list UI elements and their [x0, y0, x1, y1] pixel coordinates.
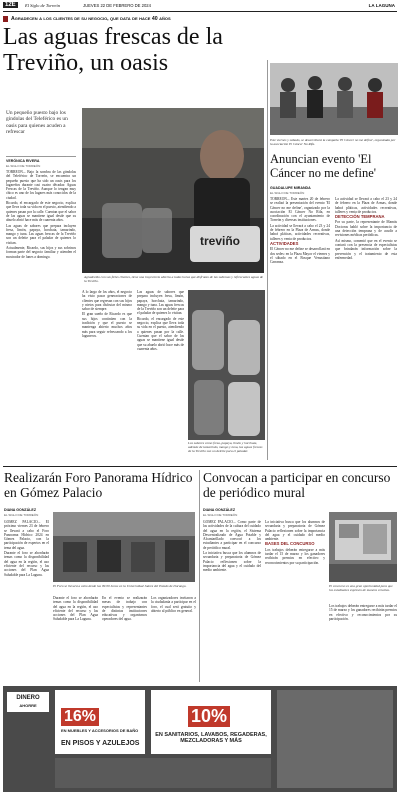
- banner: [3, 14, 397, 23]
- article2-column-2: [335, 197, 397, 459]
- article1-paragraph: Ricardo, el encargado de este negocio, explica que lleva toda su vida en el puesto, atendiendo a quienes pasan por la calle. Cuentan que el sabor de las aguas se mantiene igual desde que su abuelo abrió hace más de cuarenta años.: [137, 316, 184, 351]
- paper-name: El Siglo de Torreón: [25, 3, 61, 8]
- section-name: LA LAGUNA: [368, 3, 395, 8]
- event-photo: [270, 63, 398, 135]
- vendor-photo: [82, 108, 264, 273]
- forum-photo: [53, 512, 195, 582]
- article4-headline: Convocan a participar en concurso de periódico mural: [203, 470, 391, 500]
- article4-paragraph: La iniciativa busca que los alumnos de secundaria y preparatoria de Gómez Palacio reflexionen sobre la importancia del agua y el cuidado del medio ambiente.: [203, 551, 261, 573]
- ad-floor-image: [55, 758, 271, 788]
- event-photo-caption: Este viernes y sábado, se desarrollará la campaña 'El Cáncer no me define', organizada por la asociación El Cáncer No Rifa.: [270, 138, 396, 146]
- article3-paragraph: Los organizadores invitaron a la ciudadanía a participar en el foro, el cual será gratuito y abierto al público en general.: [151, 596, 196, 613]
- article1-paragraph: Actualmente, Ricardo, sus hijos y sus sobrinos forman parte del negocio familiar y atienden el mostrador de lunes a domingo.: [6, 246, 76, 259]
- article3-paragraph: GÓMEZ PALACIO.– El próximo viernes 23 de febrero se llevará a cabo el Foro Panorama Hídrico 2024 en Gómez Palacio, con la participación de expertos en el tema del agua.: [4, 520, 49, 550]
- ad-line-1a: EN MUEBLES Y ACCESORIOS DE BAÑO: [61, 728, 139, 733]
- article1-column-3: [137, 290, 184, 455]
- advertisement: [3, 686, 397, 792]
- ad-line-2: EN SANITARIOS, LAVABOS, REGADERAS, MEZCLADORAS Y MÁS: [155, 732, 267, 744]
- mural-photo-caption: El concurso es una gran oportunidad para que los estudiantes expresen de manera creativa.: [329, 584, 393, 592]
- article3-column-4: [151, 596, 196, 680]
- article1-column-1: [6, 170, 76, 455]
- article2-paragraph: La actividad se llevará a cabo el 23 y 24 de febrero en la Plaza de Armas, donde habrá pláticas, actividades recreativas, talleres y venta de productos.: [335, 197, 397, 214]
- mural-photo: [329, 512, 397, 582]
- article1-paragraph: Ricardo, el encargado de este negocio, explica que lleva toda su vida en el puesto, atendiendo a quienes pasan por la calle. Cuentan que el sabor de las aguas se mantiene igual desde que su abuelo abrió hace más de cuarenta años.: [6, 201, 76, 223]
- article1-author: VERÓNICA RIVERA: [6, 159, 40, 163]
- article4-author: DIANA GONZÁLEZ: [203, 508, 236, 512]
- article1-headline: Las aguas frescas de la Treviño, un oasis: [3, 24, 223, 76]
- ad-percent-2: 10%: [188, 706, 230, 727]
- article1-paragraph: A lo largo de los años, el negocio ha visto pasar generaciones de clientes que regresan con sus hijos y nietos para disfrutar del mismo sabor de siempre.: [82, 290, 132, 312]
- column-separator: [267, 60, 268, 460]
- article2-subhead: DETECCIÓN TEMPRANA: [335, 214, 385, 220]
- page-number: 12E: [5, 2, 16, 8]
- section-rule: [3, 466, 397, 467]
- article4-paragraph: Los trabajos deberán entregarse a más tardar el 15 de marzo y los ganadores recibirán premios en efectivo y reconocimientos por su participación.: [329, 604, 397, 621]
- article2-paragraph: La actividad se llevará a cabo el 23 y 24 de febrero en la Plaza de Armas, donde habrá pláticas, actividades recreativas, talleres y venta de productos.: [270, 223, 330, 241]
- jars-photo: [188, 290, 265, 440]
- ad-logo: [7, 692, 49, 712]
- article1-column-2: [82, 290, 132, 455]
- deck-rule: [6, 156, 76, 157]
- article3-headline: Realizarán Foro Panorama Hídrico en Gómez Palacio: [4, 470, 193, 500]
- article3-paragraph: En el evento se realizarán mesas de trabajo con especialistas y representantes de distintas instituciones educativas y organismos operadores del agua.: [102, 596, 147, 622]
- article4-paragraph: Los trabajos deberán entregarse a más tardar el 15 de marzo y los ganadores recibirán premios en efectivo y reconocimientos por su participación.: [265, 547, 325, 565]
- article2-paragraph: Por su parte, la representante de Mamás Doctoras habló sobre la importancia de una detección temprana y de acudir a revisiones médicas periódicas.: [335, 220, 397, 238]
- banner-marker: [3, 16, 8, 22]
- article2-author-affiliation: EL SIGLO DE TORREÓN: [270, 191, 305, 195]
- article2-subhead: ACTIVIDADES: [270, 240, 299, 246]
- article2-headline: Anuncian evento 'El Cáncer no me define': [270, 152, 377, 180]
- jars-photo-illustration: [188, 290, 265, 440]
- article4-column-1: [203, 520, 261, 680]
- article4-subhead: BASES DEL CONCURSO: [265, 541, 315, 547]
- article1-paragraph: Las aguas de sabores que prepara incluyen fresa, limón, papaya, horchata, tamarindo, mango y tuna. Las aguas frescas de la Treviño son un deleite para el paladar de quienes lo visitan.: [6, 223, 76, 245]
- article4-author-affiliation: EL SIGLO DE TORREÓN: [203, 513, 238, 517]
- article3-column-2: [53, 596, 98, 680]
- article4-paragraph: GÓMEZ PALACIO.– Como parte de las actividades de la cultura del cuidado del agua en la región, el Sistema Descentralizado de Agua Potable y Alcantarillado convocó a los estudiantes a participar en el concurso de periódico mural.: [203, 520, 261, 550]
- article2-author: GUADALUPE MIRANDA: [270, 186, 311, 190]
- ad-brand: DINERO: [16, 695, 40, 701]
- article4-column-2: [265, 520, 325, 680]
- issue-date: JUEVES 22 DE FEBRERO DE 2024: [83, 3, 151, 8]
- banner-text: Agradecen a los clientes de su negocio, que data de hace 40 años: [11, 15, 171, 22]
- article3-author: DIANA GONZÁLEZ: [4, 508, 37, 512]
- article4-column-3: [329, 604, 397, 680]
- ad-line-1b: EN PISOS Y AZULEJOS: [61, 740, 140, 747]
- article1-paragraph: El gran sueño de Ricardo es que sus hijos continúen con la tradición y que el puesto se mantenga abierto muchos años más para seguir refrescando a los laguneros.: [82, 312, 132, 338]
- article1-paragraph: TORREÓN.– Bajo la sombra de las góndolas del Teleférico de Torreón, se encuentra un pequeño puesto que ha sido un oasis para los lugareños durante casi cuatro décadas: Aguas Frescas de la Treviño. Aunque lo tengan muy chico es uno de los lugares más conocidos de la ciudad.: [6, 170, 76, 200]
- vendor-photo-caption: Agradecido con sus fieles clientes, tiene una trayectoria abierta a todas horas que disfrutan de las sabrosas y refrescantes aguas de la Treviño.: [84, 275, 264, 283]
- page-header: [3, 2, 397, 11]
- forum-photo-caption: El Foro se llevará a cabo desde las 09:00 horas en la Universidad Juárez del Estado de Durango.: [53, 584, 187, 588]
- mural-photo-illustration: [329, 512, 397, 582]
- header-rule: [3, 11, 397, 12]
- article3-paragraph: Durante el foro se abordarán temas como la disponibilidad del agua en la región, el uso eficiente del recurso y las acciones del Plan Agua Saludable para La Laguna.: [4, 551, 49, 577]
- article3-paragraph: Durante el foro se abordarán temas como la disponibilidad del agua en la región, el uso eficiente del recurso y las acciones del Plan Agua Saludable para La Laguna.: [53, 596, 98, 622]
- article4-paragraph: La iniciativa busca que los alumnos de secundaria y preparatoria de Gómez Palacio reflexionen sobre la importancia del agua y el cuidado del medio ambiente.: [265, 520, 325, 542]
- ad-percent-1: 16%: [61, 708, 99, 726]
- ad-brand-secondary: AHORRE: [19, 703, 37, 708]
- forum-photo-illustration: [53, 512, 195, 582]
- article2-paragraph: El Cáncer no me define se desarrollará en dos sedes: en la Plaza Mayor el viernes y el sábado en el Bosque Venustiano Carranza.: [270, 247, 330, 265]
- article2-paragraph: TORREÓN.– Este martes 20 de febrero se realizó la presentación del evento 'El Cáncer no me define', organizado por la asociación El Cáncer No Rifa, en coordinación con el ayuntamiento de Torreón y diversas instituciones.: [270, 197, 330, 223]
- article3-column-1: [4, 520, 49, 680]
- article1-paragraph: Las aguas de sabores que prepara incluyen fresa, limón, papaya, horchata, tamarindo, mango y tuna. Las aguas frescas de la Treviño son un deleite para el paladar de quienes lo visitan.: [137, 290, 184, 316]
- article2-paragraph: Así mismo, comentó que en el evento se contará con la presencia de especialistas que brindarán información sobre la prevención y el tratamiento de esta enfermedad.: [335, 238, 397, 260]
- article1-author-affiliation: EL SIGLO DE TORREÓN: [6, 164, 41, 168]
- vendor-sign-text: treviño: [200, 234, 241, 248]
- column-separator: [199, 470, 200, 682]
- jars-photo-caption: Los sabores como fresa, papaya, limón y horchata, además de tamarindo, mango y tuna, las aguas frescas de la Treviño son un deleite para el paladar.: [188, 441, 263, 453]
- article1-deck: Un pequeño puesto bajo los gindolas del Teleférico es un oasis para quienes acuden a refrescar: [6, 110, 68, 135]
- article3-column-3: [102, 596, 147, 680]
- article2-column-1: [270, 197, 330, 459]
- vendor-photo-illustration: [82, 108, 264, 273]
- event-photo-illustration: [270, 63, 398, 135]
- article3-author-affiliation: EL SIGLO DE TORREÓN: [4, 513, 39, 517]
- ad-product-image: [277, 690, 393, 788]
